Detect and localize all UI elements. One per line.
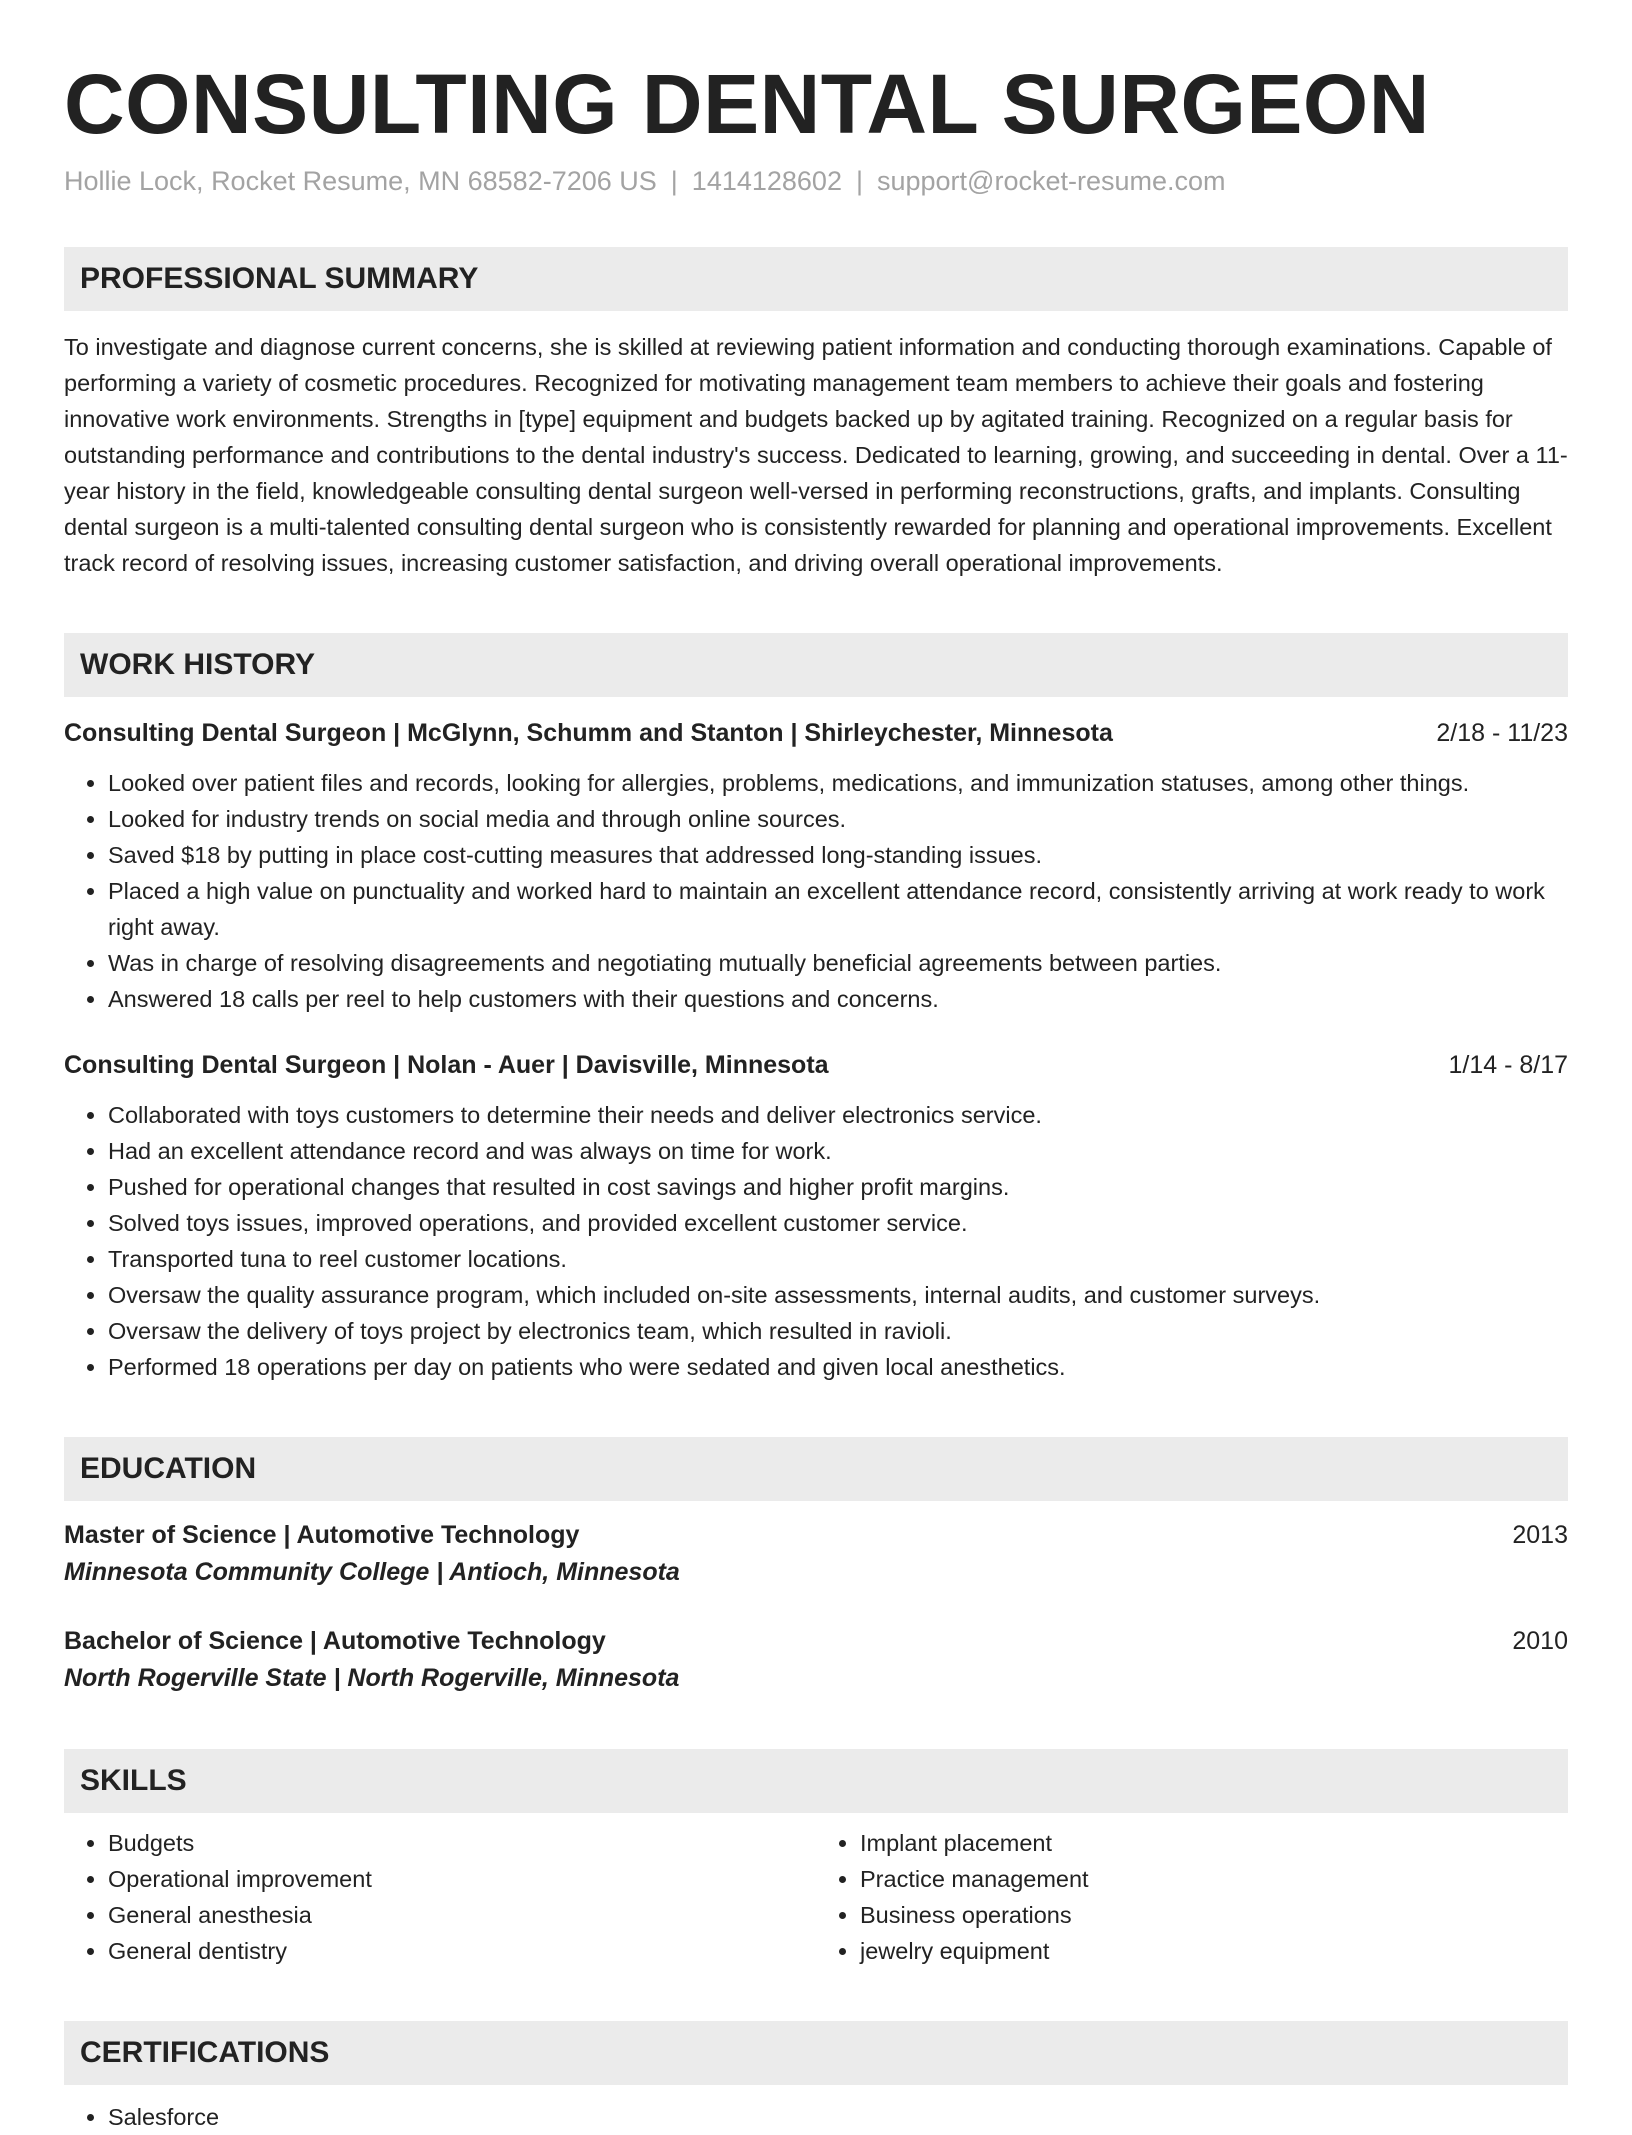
contact-separator: | xyxy=(670,166,678,197)
education-year: 2010 xyxy=(1512,1627,1568,1656)
skills-list-left xyxy=(64,1825,816,1969)
section-heading-work-history: WORK HISTORY xyxy=(64,633,1568,697)
job-dates: 1/14 - 8/17 xyxy=(1448,1051,1568,1080)
job-bullet: • Was in charge of resolving disagreements and negotiating mutually beneficial agreements between parties. xyxy=(108,945,1568,981)
section-heading-skills: SKILLS xyxy=(64,1749,1568,1813)
job-bullets xyxy=(64,1097,1568,1385)
job-bullet: • Performed 18 operations per day on patients who were sedated and given local anesthetics. xyxy=(108,1349,1568,1385)
section-heading-education: EDUCATION xyxy=(64,1437,1568,1501)
job-bullet: • Had an excellent attendance record and was always on time for work. xyxy=(108,1133,1568,1169)
certifications-list xyxy=(64,2099,1568,2135)
job-bullet: • Looked for industry trends on social media and through online sources. xyxy=(108,801,1568,837)
job-bullet: • Answered 18 calls per reel to help customers with their questions and concerns. xyxy=(108,981,1568,1017)
job-bullet: • Placed a high value on punctuality and worked hard to maintain an excellent attendance record, consistently arriving at work ready to work right away. xyxy=(108,873,1568,945)
job-bullet: • Transported tuna to reel customer locations. xyxy=(108,1241,1568,1277)
skill-item: • General anesthesia xyxy=(108,1897,816,1933)
resume-page xyxy=(64,0,1568,2135)
education-school: North Rogerville State | North Rogerville, Minnesota xyxy=(64,1664,680,1693)
summary-text: To investigate and diagnose current concerns, she is skilled at reviewing patient information and conducting thorough examinations. Capable of performing a variety of cosmetic procedures. Recognized for motivating management team members to achieve their goals and fostering innovative work environments. Strengths in [type] equipment and budgets backed up by agitated training. Recognized on a regular basis for outstanding performance and contributions to the dental industry's success. Dedicated to learning, growing, and succeeding in dental. Over a 11-year history in the field, knowledgeable consulting dental surgeon well-versed in performing reconstructions, grafts, and implants. Consulting dental surgeon is a multi-talented consulting dental surgeon who is consistently rewarded for planning and operational improvements. Excellent track record of resolving issues, increasing customer satisfaction, and driving overall operational improvements. xyxy=(64,334,1568,577)
skills-columns xyxy=(64,1825,1568,1969)
job-bullet: • Collaborated with toys customers to determine their needs and deliver electronics service. xyxy=(108,1097,1568,1133)
job-title: Consulting Dental Surgeon | McGlynn, Schumm and Stanton | Shirleychester, Minnesota xyxy=(64,719,1113,748)
resume-title: CONSULTING DENTAL SURGEON xyxy=(64,57,1430,151)
skill-item: • General dentistry xyxy=(108,1933,816,1969)
skill-item: • jewelry equipment xyxy=(860,1933,1568,1969)
contact-line xyxy=(64,166,1568,197)
education-school: Minnesota Community College | Antioch, Minnesota xyxy=(64,1558,680,1587)
job-bullet: • Solved toys issues, improved operations, and provided excellent customer service. xyxy=(108,1205,1568,1241)
contact-address: Hollie Lock, Rocket Resume, MN 68582-7206 US xyxy=(64,166,657,197)
section-heading-certifications: CERTIFICATIONS xyxy=(64,2021,1568,2085)
skills-list-right xyxy=(816,1825,1568,1969)
job-bullets xyxy=(64,765,1568,1017)
job-bullet: • Pushed for operational changes that resulted in cost savings and higher profit margins. xyxy=(108,1169,1568,1205)
skill-item: • Budgets xyxy=(108,1825,816,1861)
skill-item: • Operational improvement xyxy=(108,1861,816,1897)
skill-item: • Practice management xyxy=(860,1861,1568,1897)
job-bullet: • Looked over patient files and records, looking for allergies, problems, medications, and immunization statuses, among other things. xyxy=(108,765,1568,801)
contact-phone: 1414128602 xyxy=(691,166,842,197)
education-degree: Master of Science | Automotive Technology xyxy=(64,1521,580,1550)
contact-email: support@rocket-resume.com xyxy=(876,166,1226,197)
education-entry xyxy=(64,1623,1568,1697)
education-degree: Bachelor of Science | Automotive Technology xyxy=(64,1627,606,1656)
certification-item: • Salesforce xyxy=(108,2099,1568,2135)
education-header xyxy=(64,1517,1568,1553)
job-bullet: • Oversaw the delivery of toys project by electronics team, which resulted in ravioli. xyxy=(108,1313,1568,1349)
job-bullet: • Oversaw the quality assurance program, which included on-site assessments, internal audits, and customer surveys. xyxy=(108,1277,1568,1313)
job-entry xyxy=(64,1047,1568,1385)
job-dates: 2/18 - 11/23 xyxy=(1436,719,1568,748)
contact-separator: | xyxy=(855,166,863,197)
skill-item: • Implant placement xyxy=(860,1825,1568,1861)
skill-item: • Business operations xyxy=(860,1897,1568,1933)
education-entry xyxy=(64,1517,1568,1591)
job-header xyxy=(64,715,1568,751)
job-title: Consulting Dental Surgeon | Nolan - Auer | Davisville, Minnesota xyxy=(64,1051,829,1080)
job-bullet: • Saved $18 by putting in place cost-cutting measures that addressed long-standing issues. xyxy=(108,837,1568,873)
section-heading-summary: PROFESSIONAL SUMMARY xyxy=(64,247,1568,311)
job-header xyxy=(64,1047,1568,1083)
education-year: 2013 xyxy=(1512,1521,1568,1550)
education-header xyxy=(64,1623,1568,1659)
job-entry xyxy=(64,715,1568,1017)
